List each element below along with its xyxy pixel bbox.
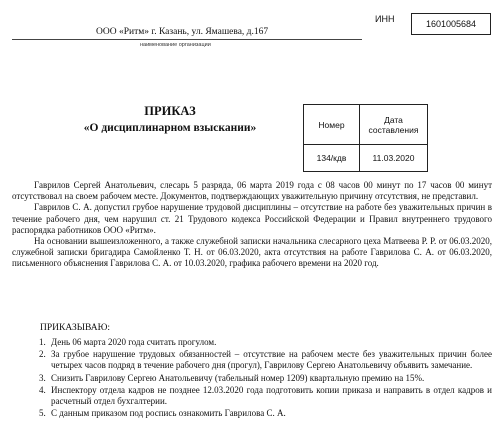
organization-underline [12,39,362,40]
body-paragraph: На основании вышеизложенного, а также служебной записки начальника слесарного цеха Матвеева Р. Р. от 06.03.2020, служебной записки бригадира Самойленко Т. Н. от 06.03.2020, акта отсутствия на работе Гаврилова С. А. от 06.03.2020, письменного объяснения Гаврилова С. А. от 10.03.2020, графика рабочего времени на 2020 год. [12,236,492,269]
order-item: 3. Снизить Гаврилову Сергею Анатольевичу (табельный номер 1209) квартальную премию на 15%. [48,373,492,384]
document-body [12,180,492,270]
body-paragraph: Гаврилов С. А. допустил грубое нарушение трудовой дисциплины – отсутствие на работе без уважительных причин в течение рабочего дня, чем нарушил ст. 21 Трудового кодекса Российской Федерации и Правил внутреннего трудового распорядка работников ООО «Ритм». [12,202,492,235]
order-item: 1. День 06 марта 2020 года считать прогулом. [48,337,492,348]
registry-number: 134/кдв [304,145,360,172]
registry-date: 11.03.2020 [360,145,428,172]
document-subtitle: «О дисциплинарном взыскании» [83,122,257,134]
registry-header-date: Дата составления [360,105,428,145]
order-item: 4. Инспектору отдела кадров не позднее 12.03.2020 года подготовить копии приказа и направить в отдел кадров и расчетный отдел бухгалтерии. [48,385,492,407]
order-item: 2. За грубое нарушение трудовых обязанностей – отсутствие на рабочем месте без уважительных причин более четырех часов подряд в течение рабочего дня (прогул), Гаврилову Сергею Анатольевичу объявить замечание. [48,349,492,371]
order-item: 5. С данным приказом под роспись ознакомить Гаврилова С. А. [48,408,492,419]
order-heading: ПРИКАЗЫВАЮ: [40,323,111,333]
registry-table [303,104,428,172]
document-title: ПРИКАЗ [144,104,196,118]
organization-caption: наименование организации [140,42,211,48]
body-paragraph: Гаврилов Сергей Анатольевич, слесарь 5 разряда, 06 марта 2019 года с 08 часов 00 минут по 17 часов 00 минут отсутствовал на своем рабочем месте. Документов, подтверждающих уважительную причину отсутствия, не представил. [12,180,492,202]
order-list [12,337,492,421]
inn-label: ИНН [375,14,395,24]
inn-value: 1601005684 [411,13,491,35]
organization-name: ООО «Ритм» г. Казань, ул. Ямашева, д.167 [96,27,269,37]
registry-header-number: Номер [304,105,360,145]
